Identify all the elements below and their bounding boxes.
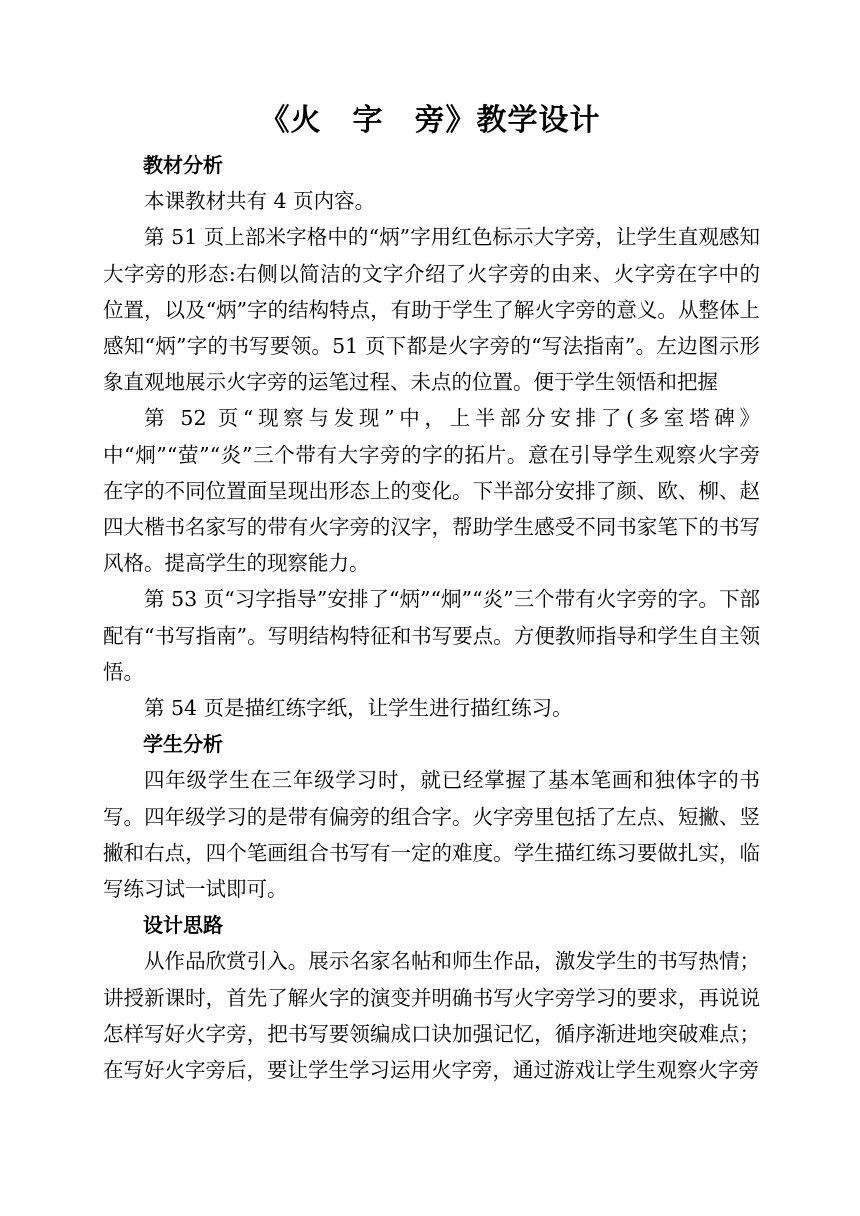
section-heading-textbook-analysis: 教材分析 [143, 153, 223, 177]
section-heading-design-idea: 设计思路 [143, 913, 223, 938]
paragraph: 第 52 页“现察与发现”中，上半部分安排了(多室塔碑》中“炯”“萤”“炎”三个带有大字旁的字的拓片。意在引导学生观察火字旁在字的不同位置面呈现出形态上的变化。下半部分安排了颜、欧、柳、赵四大楷书名家写的带有火字旁的汉字，帮助学生感受不同书家笔下的书写风格。提高学生的现察能力。 [103, 406, 760, 576]
paragraph: 本课教材共有 4 页内容。 [144, 189, 376, 214]
paragraph: 第 54 页是描红练字纸，让学生进行描红练习。 [144, 696, 573, 721]
paragraph: 第 51 页上部米字格中的“炳”字用红色标示大字旁，让学生直观感知大字旁的形态:右侧以简洁的文字介绍了火字旁的由来、火字旁在字中的位置，以及“炳”字的结构特点，有助于学生了解火字旁的意义。从整体上感知“炳”字的书写要领。51 页下都是火字旁的“写法指南”。左边图示形象直观地展示火字旁的运笔过程、未点的位置。便于学生领悟和把握 [103, 225, 760, 395]
paragraph: 四年级学生在三年级学习时，就已经掌握了基本笔画和独体字的书写。四年级学习的是带有偏旁的组合字。火字旁里包括了左点、短撇、竖撇和右点，四个笔画组合书写有一定的难度。学生描红练习要做扎实，临写练习试一试即可。 [103, 768, 760, 902]
document-body [103, 147, 760, 1088]
document-title: 《火 字 旁》教学设计 [259, 103, 601, 138]
section-heading-student-analysis: 学生分析 [143, 732, 223, 757]
paragraph: 从作品欣赏引入。展示名家名帖和师生作品，激发学生的书写热情；讲授新课时，首先了解火字的演变并明确书写火字旁学习的要求，再说说怎样写好火字旁，把书写要领编成口诀加强记忆，循序渐进地突破难点；在写好火字旁后，要让学生学习运用火字旁，通过游戏让学生观察火字旁 [103, 949, 760, 1083]
paragraph: 第 53 页“习字指导”安排了“炳”“炯”“炎”三个带有火字旁的字。下部配有“书写指南”。写明结构特征和书写要点。方便教师指导和学生自主领悟。 [103, 587, 760, 684]
